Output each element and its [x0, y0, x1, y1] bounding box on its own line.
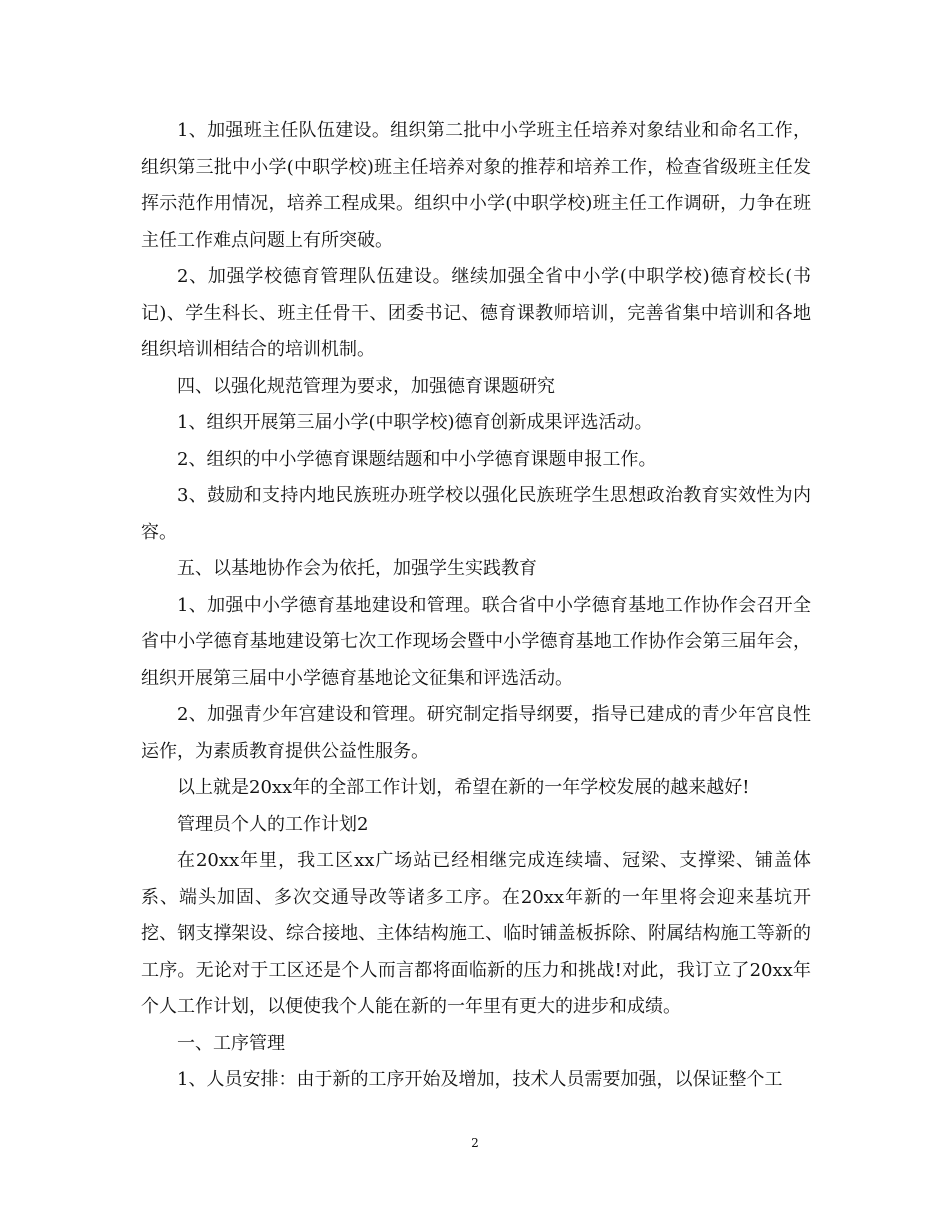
heading-section-five: 五、以基地协作会为依托，加强学生实践教育	[177, 558, 537, 579]
paragraph-plan-intro: 在20xx年里，我工区xx广场站已经相继完成连续墙、冠梁、支撑梁、铺盖体系、端头加固、多次交通导改等诸多工序。在20xx年新的一年里将会迎来基坑开挖、钢支撑架设、综合接地、主体结构施工、临时铺盖板拆除、附属结构施工等新的工序。无论对于工区还是个人而言都将面临新的压力和挑战!对此，我订立了20xx年个人工作计划，以便使我个人能在新的一年里有更大的进步和成绩。	[141, 850, 811, 1017]
paragraph-innovation-award: 1、组织开展第三届小学(中职学校)德育创新成果评选活动。	[177, 412, 653, 433]
heading-section-four: 四、以强化规范管理为要求，加强德育课题研究	[177, 375, 555, 397]
paragraph-moral-base: 1、加强中小学德育基地建设和管理。联合省中小学德育基地工作协作会召开全省中小学德育基地建设第七次工作现场会暨中小学德育基地工作协作会第三届年会，组织开展第三届中小学德育基地论文征集和评选活动。	[141, 594, 811, 689]
paragraph-moral-management-team: 2、加强学校德育管理队伍建设。继续加强全省中小学(中职学校)德育校长(书记)、学生科长、班主任骨干、团委书记、德育课教师培训，完善省集中培训和各地组织培训相结合的培训机制。	[141, 266, 811, 360]
heading-personal-plan: 管理员个人的工作计划2	[177, 813, 369, 835]
paragraph-staffing: 1、人员安排：由于新的工序开始及增加，技术人员需要加强，以保证整个工	[177, 1069, 783, 1090]
paragraph-head-teacher-team: 1、加强班主任队伍建设。组织第二批中小学班主任培养对象结业和命名工作，组织第三批中小学(中职学校)班主任培养对象的推荐和培养工作，检查省级班主任发挥示范作用情况，培养工程成果。组织中小学(中职学校)班主任工作调研，力争在班主任工作难点问题上有所突破。	[141, 120, 811, 251]
page-number: 2	[471, 1136, 479, 1150]
paragraph-ethnic-classes: 3、鼓励和支持内地民族班办班学校以强化民族班学生思想政治教育实效性为内容。	[141, 485, 811, 543]
document-body	[141, 113, 811, 1099]
paragraph-conclusion: 以上就是20xx年的全部工作计划，希望在新的一年学校发展的越来越好!	[177, 777, 750, 798]
paragraph-youth-palace: 2、加强青少年宫建设和管理。研究制定指导纲要，指导已建成的青少年宫良性运作，为素质教育提供公益性服务。	[141, 704, 811, 762]
paragraph-research-topics: 2、组织的中小学德育课题结题和中小学德育课题申报工作。	[177, 448, 657, 470]
heading-process-management: 一、工序管理	[177, 1032, 285, 1054]
